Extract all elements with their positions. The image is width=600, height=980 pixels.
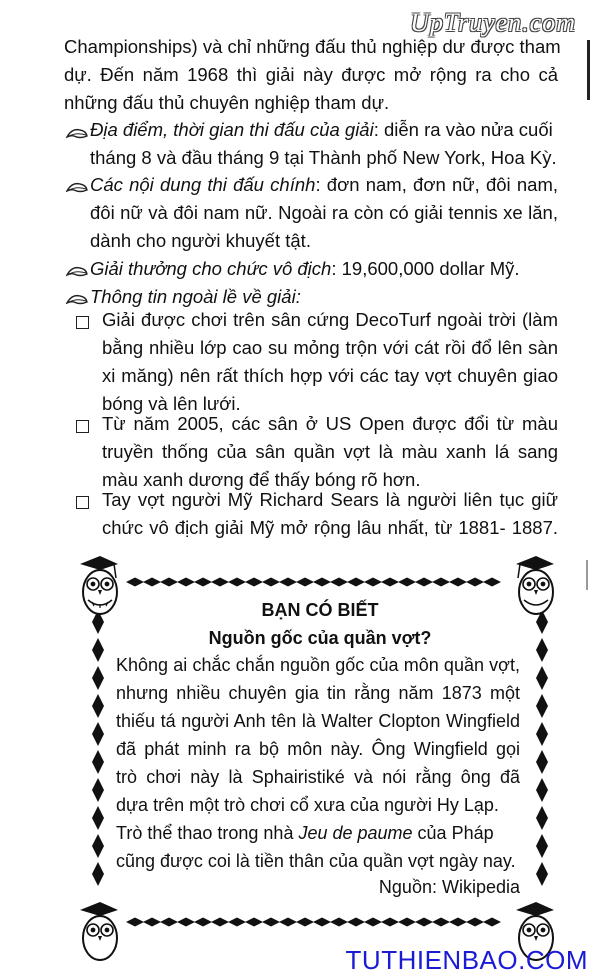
border-diamond xyxy=(536,862,548,886)
callout-line: Không ai chắc chắn nguồn gốc của môn quần vợt, xyxy=(116,655,520,675)
border-diamond xyxy=(364,918,382,927)
border-diamond xyxy=(92,638,104,662)
border-diamond xyxy=(398,918,416,927)
sub-item-line: màu xanh dương để thấy bóng rõ hơn. xyxy=(102,469,421,490)
callout-line-jeu xyxy=(116,823,520,844)
border-diamond xyxy=(92,806,104,830)
bullet-label: Giải thưởng cho chức vô địch xyxy=(90,258,332,279)
border-diamond xyxy=(160,918,178,927)
bullet-label: Địa điểm, thời gian thi đấu của giải xyxy=(90,119,374,140)
bullet-text: : 19,600,000 dollar Mỹ. xyxy=(331,258,520,279)
border-diamond xyxy=(449,918,467,927)
sub-item-line: bằng nhiều lớp cao su mỏng trộn với cát rồi đổ lên sàn xyxy=(102,337,558,358)
sub-item-line: Giải được chơi trên sân cứng DecoTurf ngoài trời (làm xyxy=(102,309,558,330)
border-diamond xyxy=(245,578,263,587)
border-diamond xyxy=(347,578,365,587)
border-diamond xyxy=(432,918,450,927)
border-diamond xyxy=(415,918,433,927)
border-diamond xyxy=(126,918,144,927)
border-diamond xyxy=(177,578,195,587)
border-diamond xyxy=(313,918,331,927)
border-diamond xyxy=(245,918,263,927)
sub-item-line: Từ năm 2005, các sân ở US Open được đổi từ màu xyxy=(102,413,558,434)
border-diamond xyxy=(449,578,467,587)
callout-text: của Pháp xyxy=(412,823,494,843)
border-diamond xyxy=(536,834,548,858)
border-diamond xyxy=(279,578,297,587)
border-diamond xyxy=(398,578,416,587)
border-diamond xyxy=(296,918,314,927)
sub-item-line: Tay vợt người Mỹ Richard Sears là người liên tục giữ xyxy=(102,489,558,510)
bullet-trivia-label: Thông tin ngoài lề về giải: xyxy=(90,286,301,307)
border-diamond xyxy=(92,778,104,802)
sub-item-line: truyền thống của sân quần vợt là màu xanh lá sang xyxy=(102,441,558,462)
callout-line: trò chơi này là Sphairistiké và nói rằng ông đã xyxy=(116,767,520,787)
border-diamond xyxy=(536,778,548,802)
border-diamond xyxy=(347,918,365,927)
border-diamond xyxy=(126,578,144,587)
border-diamond xyxy=(483,918,501,927)
callout-line: thiếu tá người Anh tên là Walter Clopton Wingfield xyxy=(116,711,520,731)
border-diamond xyxy=(536,666,548,690)
border-diamond xyxy=(483,578,501,587)
callout-subheading: Nguồn gốc của quần vợt? xyxy=(208,628,432,648)
border-diamond xyxy=(536,806,548,830)
border-diamond xyxy=(536,722,548,746)
callout-text: Trò thể thao trong nhà xyxy=(116,823,299,843)
watermark-bottom: TUTHIENBAO.COM xyxy=(345,945,588,975)
sub-item-line: bóng và lên lưới. xyxy=(102,393,241,414)
border-diamond xyxy=(92,722,104,746)
border-diamond xyxy=(381,918,399,927)
border-diamond xyxy=(466,578,484,587)
border-diamond xyxy=(228,918,246,927)
border-diamond xyxy=(536,638,548,662)
border-diamond xyxy=(536,694,548,718)
border-diamond xyxy=(466,918,484,927)
border-diamond xyxy=(177,918,195,927)
border-diamond xyxy=(432,578,450,587)
border-diamond xyxy=(92,666,104,690)
border-diamond xyxy=(143,918,161,927)
border-diamond xyxy=(364,578,382,587)
border-diamond xyxy=(211,578,229,587)
border-diamond xyxy=(92,834,104,858)
sub-item-line: xi măng) nên rất thích hợp với các tay vợt chuyên giao xyxy=(102,365,558,386)
bullet-label: Các nội dung thi đấu chính xyxy=(90,174,316,195)
bullet-text: đôi nữ và đôi nam nữ. Ngoài ra còn có giải tennis xe lăn, xyxy=(90,202,558,223)
callout-italic-term: Jeu de paume xyxy=(298,823,413,843)
border-diamond xyxy=(330,918,348,927)
bullet-text: dành cho người khuyết tật. xyxy=(90,230,311,251)
watermark-top: UpTruyen.com xyxy=(410,8,576,37)
bullet-text: tháng 8 và đầu tháng 9 tại Thành phố New York, Hoa Kỳ. xyxy=(90,147,557,168)
border-diamond xyxy=(194,918,212,927)
border-diamond xyxy=(211,918,229,927)
border-diamond xyxy=(228,578,246,587)
border-diamond xyxy=(415,578,433,587)
callout-heading: BẠN CÓ BIẾT xyxy=(261,600,379,620)
border-diamond xyxy=(279,918,297,927)
border-diamond xyxy=(313,578,331,587)
callout-line: nhưng nhiều chuyên gia tin rằng năm 1873 một xyxy=(116,683,520,703)
border-diamond xyxy=(296,578,314,587)
border-diamond xyxy=(92,750,104,774)
intro-line-1: Championships) và chỉ những đấu thủ nghiệp dư được tham xyxy=(64,36,561,57)
border-diamond xyxy=(262,578,280,587)
callout-line: dựa trên một trò chơi cổ xưa của người Hy Lạp. xyxy=(116,795,499,815)
border-diamond xyxy=(160,578,178,587)
callout-line: cũng được coi là tiền thân của quần vợt ngày nay. xyxy=(116,851,516,871)
border-diamond xyxy=(536,750,548,774)
border-diamond xyxy=(92,862,104,886)
border-diamond xyxy=(330,578,348,587)
intro-line-2: dự. Đến năm 1968 thì giải này được mở rộng ra cho cả xyxy=(64,64,558,85)
border-diamond xyxy=(262,918,280,927)
owl-mascot-icon xyxy=(74,552,124,618)
bullet-text: : diễn ra vào nửa cuối xyxy=(373,119,553,140)
sub-item-line: chức vô địch giải Mỹ mở rộng lâu nhất, từ 1881- 1887. xyxy=(102,517,558,538)
intro-line-3: những đấu thủ chuyên nghiệp tham dự. xyxy=(64,92,390,113)
border-diamond xyxy=(92,694,104,718)
callout-line: đã phát minh ra bộ môn này. Ông Wingfield gọi xyxy=(116,739,520,759)
bullet-text: : đơn nam, đơn nữ, đôi nam, xyxy=(315,174,558,195)
border-diamond xyxy=(381,578,399,587)
callout-source: Nguồn: Wikipedia xyxy=(378,877,520,897)
border-diamond xyxy=(194,578,212,587)
border-diamond xyxy=(143,578,161,587)
owl-mascot-icon xyxy=(74,898,124,964)
